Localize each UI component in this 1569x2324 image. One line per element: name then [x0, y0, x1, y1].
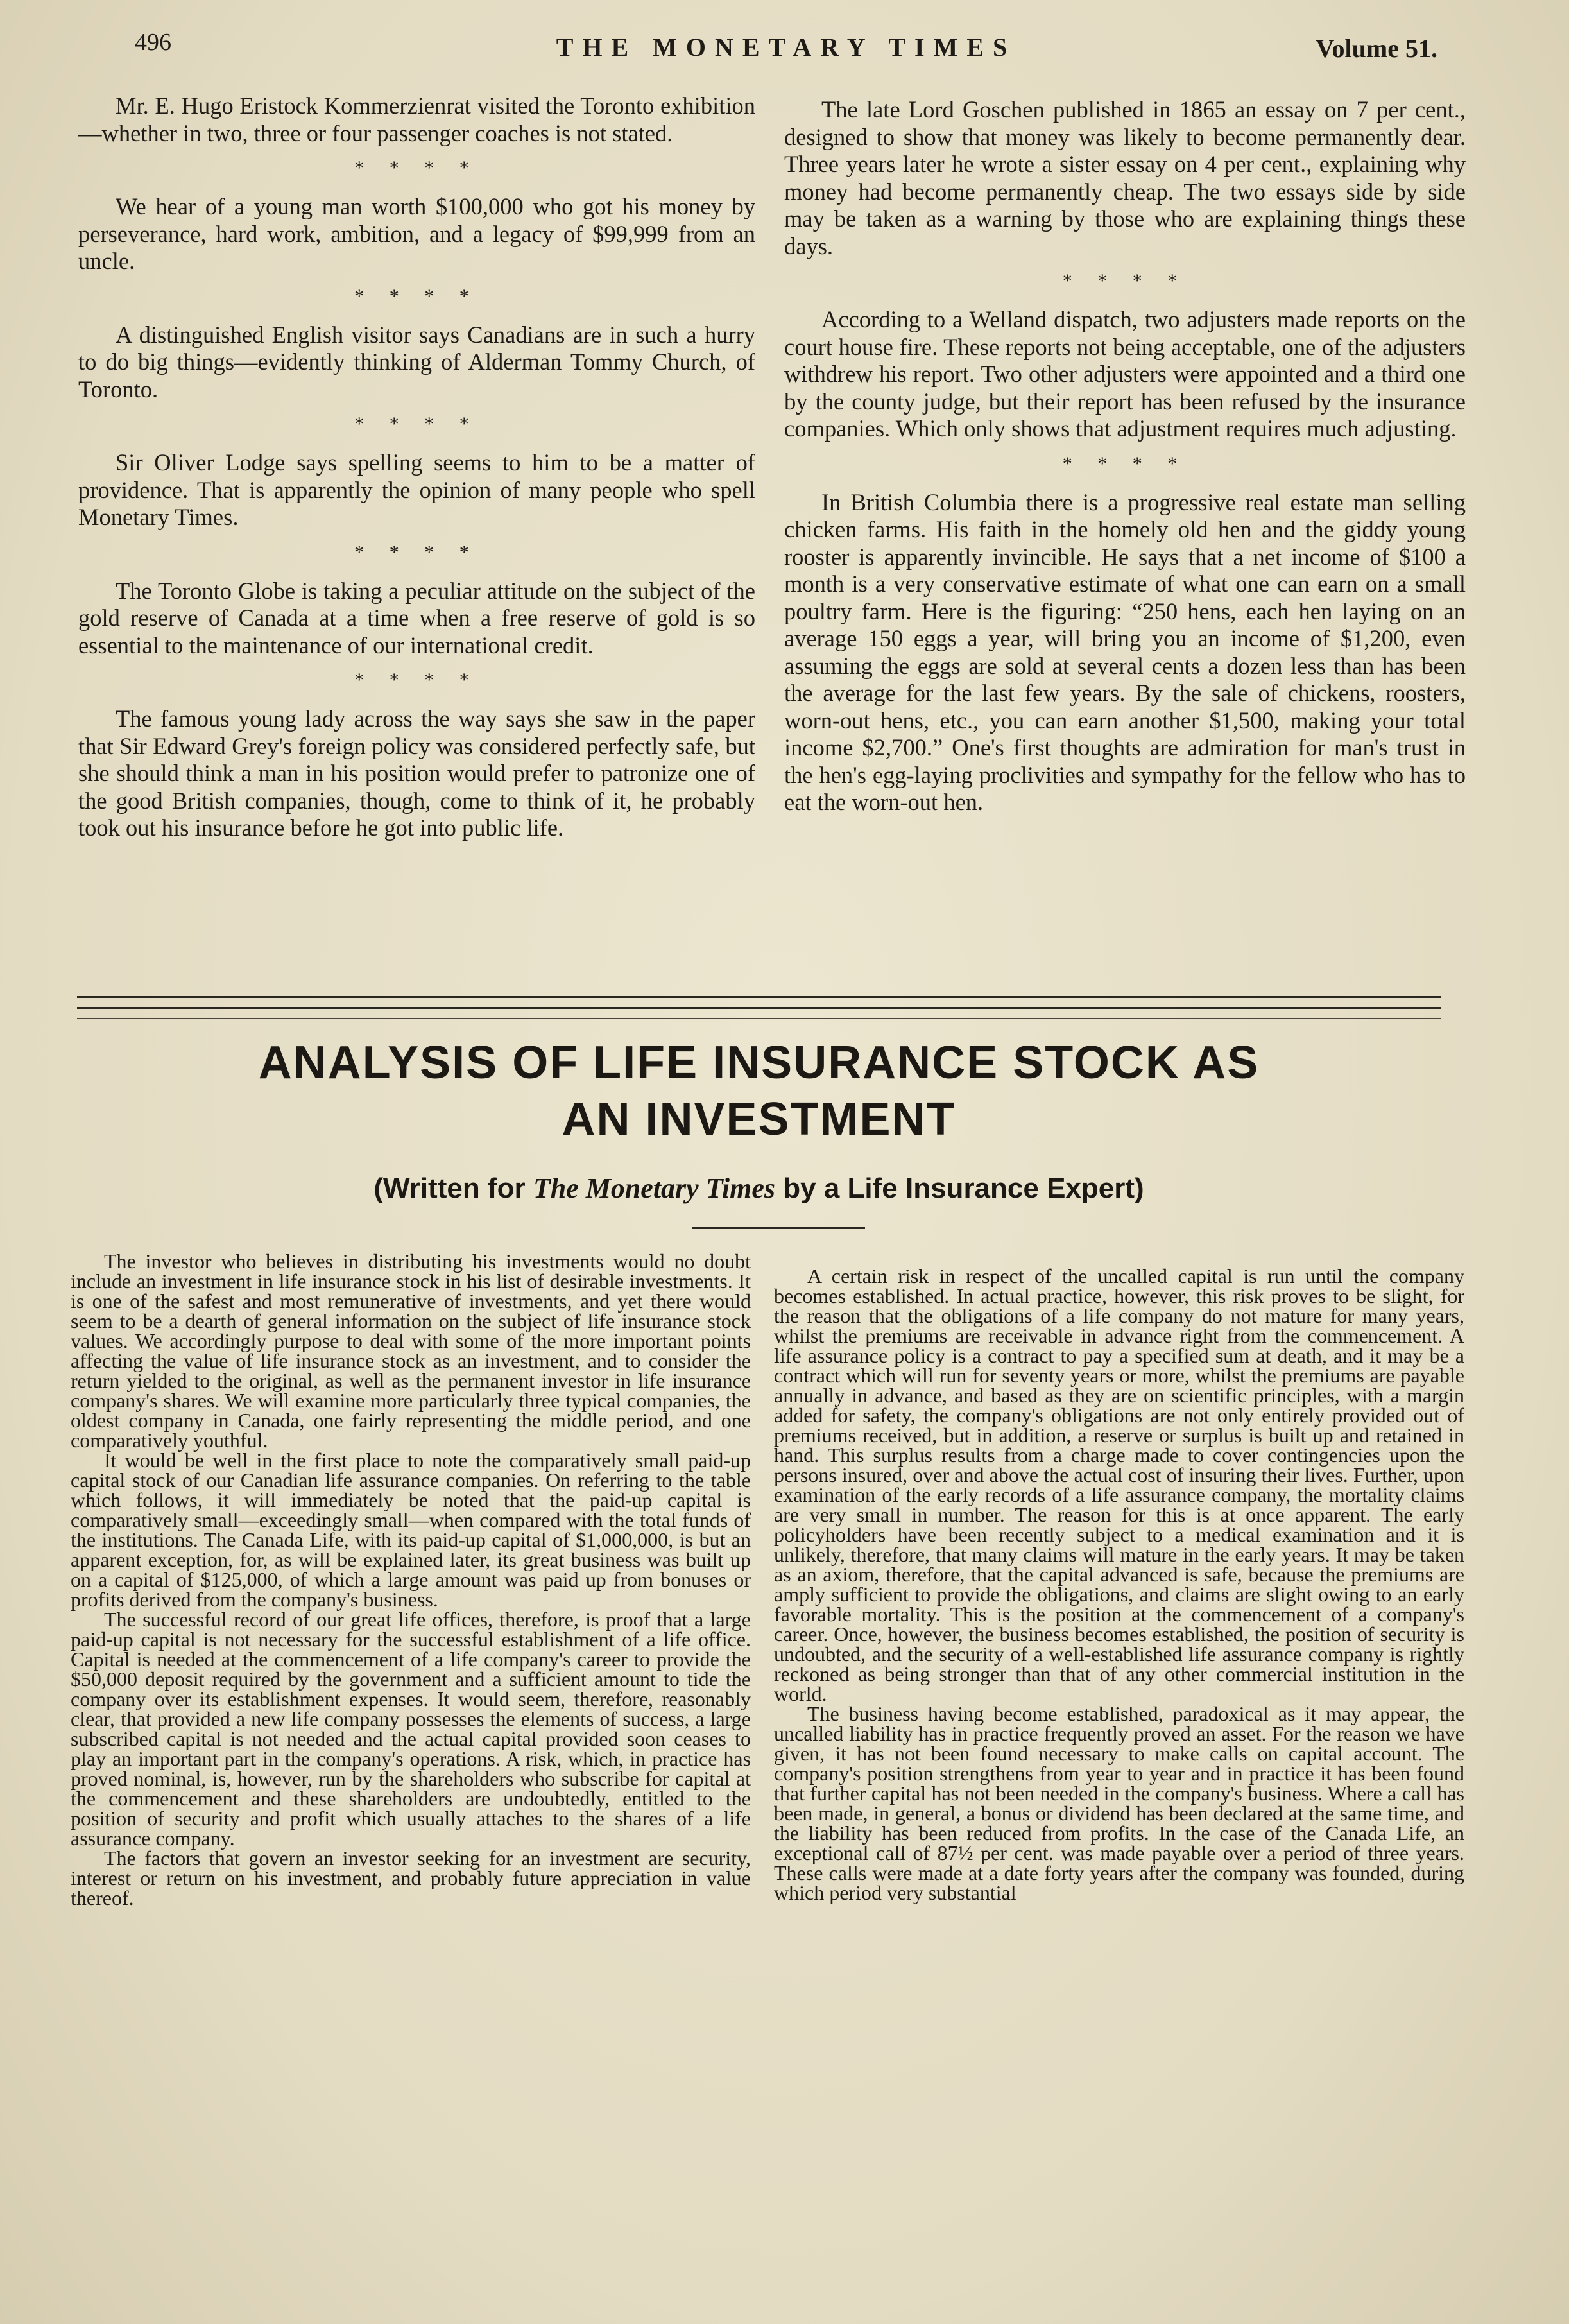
note-paragraph: The Toronto Globe is taking a peculiar attitude on the subject of the gold reserve of Canada at a time when a free reserve of gold is so essential to the maintenance of our international credit.	[78, 577, 755, 658]
article-paragraph: A certain risk in respect of the uncalled capital is run until the company becomes established. In actual practice, however, this risk proves to be slight, for the reason that the obligations of a life company do not mature for many years, whilst the premiums are receivable in advance right from the commencement. A life assurance policy is a contract to pay a specified sum at death, and it may be a contract which will run for seventy years or more, whilst the premiums are payable annually in advance, and based as they are on scientific principles, with a margin added for safety, the company's obligations are not only entirely provided out of premiums received, but in addition, a reserve or surplus is built up and retained in hand. This surplus results from a charge made to cover contingencies upon the persons insured, over and above the actual cost of insuring their lives. Further, upon examination of the early records of a life assurance company, the mortality claims are very small in number. The reason for this is at once apparent. The early policyholders have been recently subject to a medical examination and it is unlikely, therefore, that many claims will mature in the early years. It may be taken as an axiom, therefore, that the capital advanced is safe, because the premiums are amply sufficient to provide the obligations, and claims are slight owing to an early favorable mortality. This is the position at the commencement of a company's career. Once, however, the business becomes established, the position of security is undoubted, and the security of a well-established life assurance company is rightly reckoned as being stronger than that of any other commercial institution in the world.	[774, 1264, 1464, 1705]
article-byline	[77, 1172, 1441, 1205]
separator-stars: * * * *	[354, 285, 479, 307]
page-number: 496	[135, 29, 171, 56]
section-divider	[77, 996, 1441, 1009]
journal-title: THE MONETARY TIMES	[556, 33, 1016, 62]
note-paragraph: In British Columbia there is a progressive real estate man selling chicken farms. His faith in the homely old hen and the giddy young rooster is apparently invincible. He says that a net income of $100 a month is a very conservative estimate of what one can earn on a small poultry farm. Here is the figuring: “250 hens, each hen laying on an average 150 eggs a year, will bring you an income of $1,200, even assuming the eggs are sold at several cents a dozen less than has been the average for the last few years. By the sale of chickens, roosters, worn-out hens, etc., you can earn another $1,500, making your total income $2,700.” One's first thoughts are admiration for man's trust in the hen's egg-laying proclivities and sympathy for the fellow who has to eat the worn-out hen.	[784, 488, 1466, 815]
separator-stars: * * * *	[354, 669, 479, 691]
article-paragraph: The investor who believes in distributing his investments would no doubt include an investment in life insurance stock in his list of desirable investments. It is one of the safest and most remunerative of investments, and yet there would seem to be a dearth of general information on the subject of life insurance stock values. We accordingly purpose to deal with some of the more important points affecting the value of life insurance stock as an investment, and to consider the return yielded to the original, as well as the permanent investor in life insurance company's shares. We will examine more particularly three typical companies, the oldest company in Canada, one fairly representing the middle period, and one comparatively youthful.	[71, 1250, 751, 1452]
byline-text: (Written for	[373, 1173, 533, 1204]
note-paragraph: Mr. E. Hugo Eristock Kommerzienrat visited the Toronto exhibition—whether in two, three or four passenger coaches is not stated.	[78, 92, 755, 146]
note-paragraph: The famous young lady across the way says she saw in the paper that Sir Edward Grey's foreign policy was considered perfectly safe, but she should think a man in his position would prefer to patronize one of the good British companies, though, come to think of it, he probably took out his insurance before he got into public life.	[78, 705, 755, 841]
note-paragraph: The late Lord Goschen published in 1865 an essay on 7 per cent., designed to show that money was likely to become permanently dear. Three years later he wrote a sister essay on 4 per cent., explaining why money had become permanently cheap. The two essays side by side may be taken as a warning by those who are explaining things these days.	[784, 96, 1466, 259]
separator-stars: * * * *	[354, 157, 479, 178]
notes-right-column	[784, 96, 1466, 816]
article-title-line: AN INVESTMENT	[562, 1094, 956, 1145]
notes-left-column	[78, 92, 755, 842]
byline-text: by a Life Insurance Expert)	[775, 1173, 1144, 1204]
separator-stars: * * * *	[354, 413, 479, 435]
page-header	[135, 28, 1437, 73]
separator-stars: * * * *	[1062, 452, 1188, 474]
article-right-column	[774, 1266, 1464, 1903]
article-title-line: ANALYSIS OF LIFE INSURANCE STOCK AS	[258, 1037, 1260, 1089]
note-paragraph: We hear of a young man worth $100,000 who got his money by perseverance, hard work, ambition, and a legacy of $99,999 from an uncle.	[78, 193, 755, 274]
byline-journal: The Monetary Times	[533, 1173, 776, 1204]
article-paragraph: It would be well in the first place to note the comparatively small paid-up capital stock of our Canadian life assurance companies. On referring to the table which follows, it will immediately be noted that the paid-up capital is comparatively small—exceedingly small—when compared with the total funds of the institutions. The Canada Life, with its paid-up capital of $1,000,000, is but an apparent exception, for, as will be explained later, its great business was built up on a capital of $125,000, of which a large amount was paid up from bonuses or profits derived from the company's business.	[71, 1449, 751, 1611]
note-paragraph: Sir Oliver Lodge says spelling seems to him to be a matter of providence. That is apparently the opinion of many people who spell Monetary Times.	[78, 449, 755, 530]
separator-stars: * * * *	[1062, 270, 1188, 291]
article-paragraph: The successful record of our great life offices, therefore, is proof that a large paid-up capital is not necessary for the successful establishment of a life office. Capital is needed at the commencement of a life company's career to provide the $50,000 deposit required by the government and a sufficient amount to tide the company over its establishment expenses. It would seem, therefore, reasonably clear, that provided a new life company possesses the elements of success, a large subscribed capital is not needed and the actual capital provided soon ceases to play an important part in the company's operations. A risk, which, in practice has proved nominal, is, however, run by the shareholders who subscribe for capital at the commencement and these shareholders are undoubtedly, entitled to the position of security and profit which usually attaches to the shares of a life assurance company.	[71, 1608, 751, 1850]
volume-label: Volume 51.	[1316, 34, 1437, 63]
article-paragraph: The business having become established, paradoxical as it may appear, the uncalled liability has in practice frequently proved an asset. For the reason we have given, it has not been found necessary to make calls on capital account. The company's position strengthens from year to year and in practice it has been found that further capital has not been needed in the company's business. Where a call has been made, in general, a bonus or dividend has been declared at the same time, and the liability has been reduced from profits. In the case of the Canada Life, an exceptional call of 87½ per cent. was made payable over a period of three years. These calls were made at a date forty years after the company was founded, during which period very substantial	[774, 1702, 1464, 1904]
article-title	[77, 1035, 1441, 1148]
section-divider	[77, 1018, 1441, 1019]
byline-rule	[692, 1227, 865, 1229]
article-left-column	[71, 1252, 751, 1908]
article-paragraph: The factors that govern an investor seeking for an investment are security, interest or return on his investment, and probably future appreciation in value thereof.	[71, 1846, 751, 1909]
separator-stars: * * * *	[354, 541, 479, 563]
note-paragraph: According to a Welland dispatch, two adjusters made reports on the court house fire. These reports not being acceptable, one of the adjusters withdrew his report. Two other adjusters were appointed and a third one by the county judge, but their report has been refused by the insurance companies. Which only shows that adjustment requires much adjusting.	[784, 306, 1466, 442]
note-paragraph: A distinguished English visitor says Canadians are in such a hurry to do big things—evidently thinking of Alderman Tommy Church, of Toronto.	[78, 321, 755, 402]
